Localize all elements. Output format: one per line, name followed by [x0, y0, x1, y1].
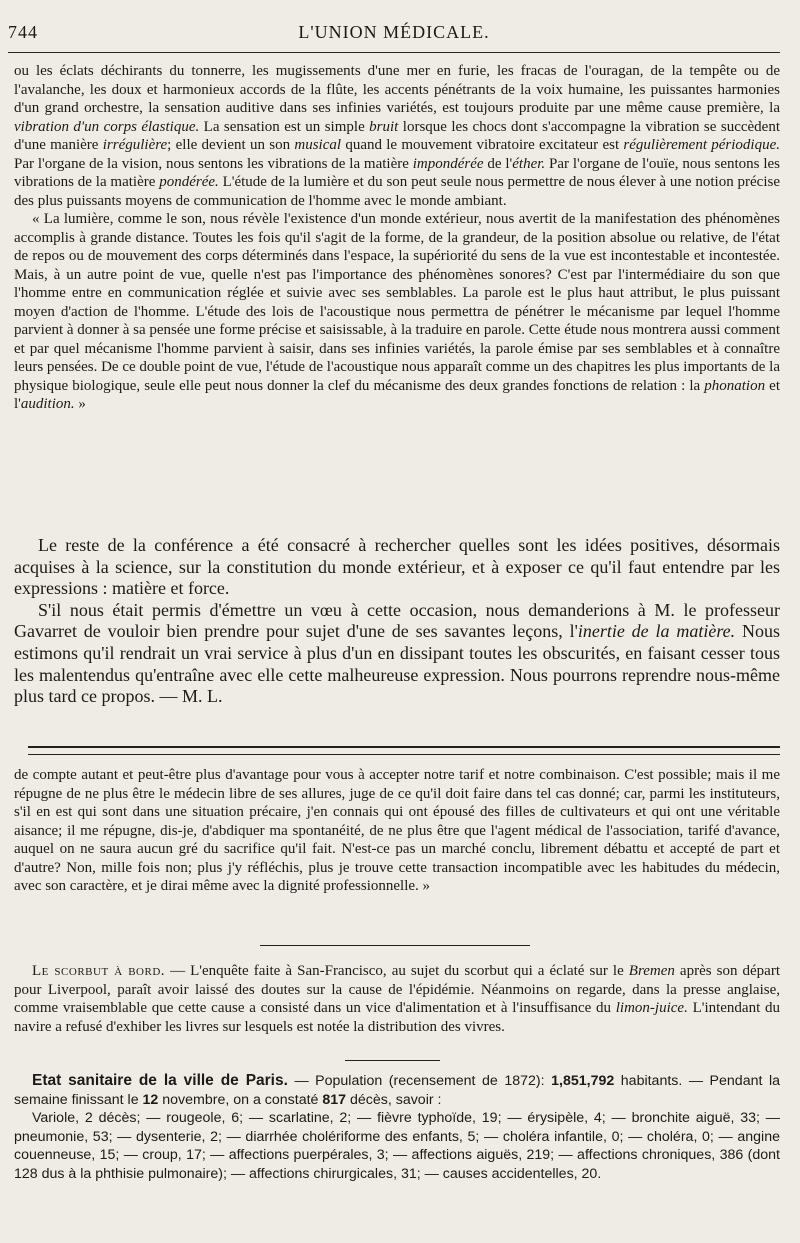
separator-rule-short	[345, 1060, 440, 1061]
continued-article	[14, 766, 780, 896]
running-title: L'UNION MÉDICALE.	[298, 22, 490, 42]
main-paragraph-2: S'il nous était permis d'émettre un vœu à cette occasion, nous demanderions à M. le professeur Gavarret de vouloir bien prendre pour sujet d'une de ses savantes leçons, l'inertie de la matière. Nous estimons qu'il rendrait un vrai service à plus d'un en dissipant toutes les obscurités, en faisant cesser tous les malentendus qu'entraîne avec elle cette malheureuse expression. Nous pourrons reprendre nous-même plus tard ce propos. — M. L.	[14, 599, 780, 707]
sanitary-intro: Etat sanitaire de la ville de Paris. — Population (recensement de 1872): 1,851,792 habitants. — Pendant la semaine finissant le 12 novembre, on a constaté 817 décès, savoir :	[14, 1072, 780, 1108]
quote-paragraph-2: « La lumière, comme le son, nous révèle l'existence d'un monde extérieur, nous avertit de la manifestation des phénomènes accomplis à grande distance. Toutes les fois qu'il s'agit de la forme, de la grandeur, de la position absolue ou relative, de l'état de repos ou de mouvement des corps déterminés dans l'espace, la supériorité du sens de la vue est incontestable et incontestée. Mais, à un autre point de vue, quelle n'est pas l'importance des phénomènes sonores? C'est par l'intermédiaire du son que l'homme entre en communication réglée et suivie avec ses semblables. La parole est le plus haut attribut, le plus puissant moyen d'action de l'homme. L'étude des lois de l'acoustique nous permettra de pénétrer le mécanisme par lequel l'homme parvient à donner à sa pensée une forme précise et saisissable, à la traduire en parole. Cette étude nous montrera aussi comment et par quel mécanisme l'homme parvient à saisir, dans ses infinies variétés, la parole émise par ses semblables et à connaître leurs pensées. De ce double point de vue, l'étude de l'acoustique nous apparaît comme un des chapitres les plus importants de la physique biologique, seule elle peut nous donner la clef du mécanisme des deux grandes fonctions de relation : la phonation et l'audition. »	[14, 211, 780, 412]
scorbut-paragraph: Le scorbut à bord. — L'enquête faite à San-Francisco, au sujet du scorbut qui a éclaté sur le Bremen après son départ pour Liverpool, paraît avoir laissé des doutes sur la cause de l'épidémie. Néanmoins on regarde, dans la presse anglaise, comme vraisemblable que cette cause a consisté dans un vice d'alimentation et à l'insuffisance du limon-juice. L'intendant du navire a refusé d'exhiber les livres sur lesquels est notée la distribution des vivres.	[14, 963, 780, 1035]
page-header	[8, 18, 780, 48]
section-double-rule	[28, 746, 780, 755]
header-rule	[8, 52, 780, 53]
scorbut-heading: Le scorbut à bord.	[32, 963, 166, 979]
page-number: 744	[8, 22, 38, 42]
sanitary-report	[14, 1072, 780, 1184]
continuation-paragraph: de compte autant et peut-être plus d'avantage pour vous à accepter notre tarif et notre combinaison. C'est possible; mais il me répugne de ne plus être le médecin libre de ses allures, juge de ce qu'il doit faire dans tel cas donné; car, parmi les instituteurs, s'il en est qui sont dans une situation précaire, j'en connais qui ont épousé des filles de cultivateurs et qui ont une véritable aisance; il me répugne, dis-je, d'abdiquer ma spontanéité, de ne plus être que l'agent médical de l'association, tarifé d'avance, auquel on ne saura aucun gré du sacrifice qu'il fait. N'est-ce pas un marché conclu, librement débattu et accepté de part et d'autre? Non, mille fois non; plus j'y réfléchis, plus je trouve cette transaction incompatible avec les habitudes du médecin, avec son caractère, et je dirai même avec la dignité professionnelle. »	[14, 767, 780, 894]
quote-paragraph-1: ou les éclats déchirants du tonnerre, les mugissements d'une mer en furie, les fracas de l'ouragan, de la tempête ou de l'avalanche, les doux et harmonieux accords de la flûte, les accents pénétrants de la voix humaine, les puissantes harmonies d'un grand orchestre, la sensation auditive dans ses infinies variétés, est toujours produite par une même cause première, la vibration d'un corps élastique. La sensation est un simple bruit lorsque les chocs dont s'accompagne la vibration se succèdent d'une manière irrégulière; elle devient un son musical quand le mouvement vibratoire excitateur est régulièrement périodique. Par l'organe de la vision, nous sentons les vibrations de la matière impondérée de l'éther. Par l'organe de l'ouïe, nous sentons les vibrations de la matière pondérée. L'étude de la lumière et du son peut seule nous permettre de nous élever à une notion précise des plus puissants moyens de communication de l'homme avec le monde ambiant.	[14, 63, 781, 209]
main-paragraph-1: Le reste de la conférence a été consacré à rechercher quelles sont les idées positives, désormais acquises à la science, sur la constitution du monde extérieur, et à exposer ce qu'il faut entendre par les expressions : matière et force.	[14, 535, 780, 599]
editorial-text	[14, 535, 780, 708]
separator-rule	[260, 945, 530, 946]
quoted-lecture	[14, 62, 780, 414]
sanitary-title: Etat sanitaire de la ville de Paris.	[32, 1072, 288, 1089]
scorbut-item	[14, 962, 780, 1036]
sanitary-detail: Variole, 2 décès; — rougeole, 6; — scarlatine, 2; — fièvre typhoïde, 19; — érysipèle, 4; — bronchite aiguë, 33; — pneumonie, 53; — dysenterie, 2; — diarrhée cholériforme des enfants, 5; — choléra infantile, 0; — choléra, 0; — angine couenneuse, 15; — croup, 17; — affections puerpérales, 3; — affections aiguës, 219; — affections chroniques, 386 (dont 128 dus à la phthisie pulmonaire); — affections chirurgicales, 31; — causes accidentelles, 20.	[14, 1110, 780, 1182]
